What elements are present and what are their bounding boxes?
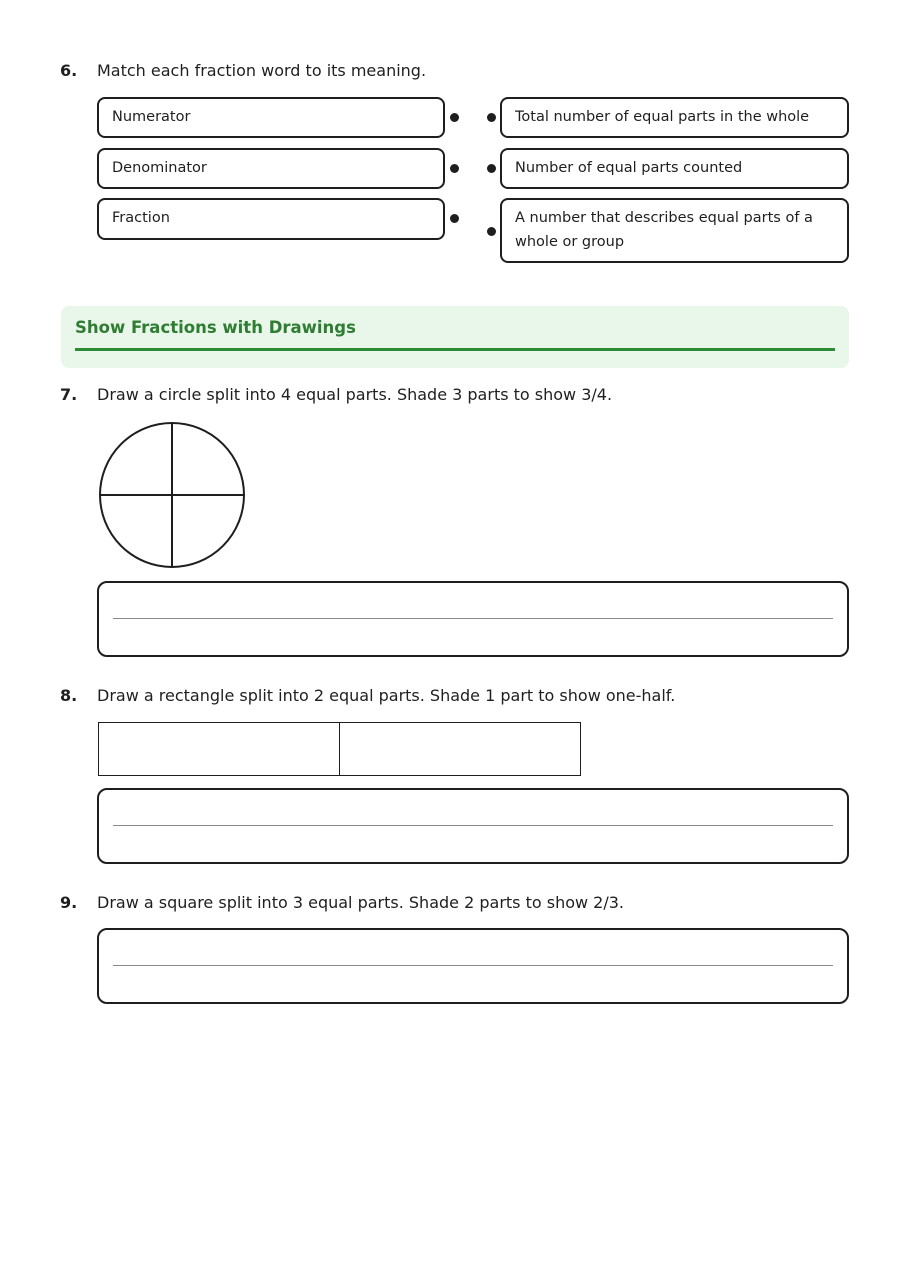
rectangle-part-2[interactable] [339, 722, 581, 776]
match-meaning-label: Total number of equal parts in the whole [515, 109, 810, 125]
section-banner [61, 306, 849, 368]
answer-box-8[interactable] [97, 788, 849, 864]
match-meaning-1[interactable] [500, 97, 849, 138]
section-title: Show Fractions with Drawings [75, 318, 356, 337]
question-prompt-6: Match each fraction word to its meaning. [97, 61, 427, 80]
match-meaning-2[interactable] [500, 148, 849, 189]
section-divider [75, 348, 835, 351]
match-term-numerator[interactable] [97, 97, 445, 138]
match-meaning-label: A number that describes equal parts of a whole or group [515, 210, 813, 250]
answer-line [113, 825, 833, 826]
match-term-label: Denominator [112, 160, 207, 176]
question-number-9: 9. [60, 893, 78, 912]
answer-box-9[interactable] [97, 928, 849, 1004]
match-dot-left-1[interactable] [450, 113, 459, 122]
match-term-label: Fraction [112, 210, 170, 226]
match-meaning-3[interactable] [500, 198, 849, 263]
match-dot-left-2[interactable] [450, 164, 459, 173]
circle-quarters-drawing[interactable] [97, 421, 247, 571]
question-prompt-8: Draw a rectangle split into 2 equal parts. Shade 1 part to show one-half. [97, 686, 676, 705]
match-term-fraction[interactable] [97, 198, 445, 240]
match-meaning-label: Number of equal parts counted [515, 160, 743, 176]
question-prompt-7: Draw a circle split into 4 equal parts. Shade 3 parts to show 3/4. [97, 385, 613, 404]
match-term-label: Numerator [112, 109, 191, 125]
answer-line [113, 965, 833, 966]
match-dot-right-3[interactable] [487, 227, 496, 236]
question-prompt-9: Draw a square split into 3 equal parts. Shade 2 parts to show 2/3. [97, 893, 625, 912]
question-number-8: 8. [60, 686, 78, 705]
question-number-7: 7. [60, 385, 78, 404]
match-dot-left-3[interactable] [450, 214, 459, 223]
match-term-denominator[interactable] [97, 148, 445, 189]
answer-box-7[interactable] [97, 581, 849, 657]
match-dot-right-2[interactable] [487, 164, 496, 173]
rectangle-part-1[interactable] [98, 722, 340, 776]
question-number-6: 6. [60, 61, 78, 80]
answer-line [113, 618, 833, 619]
match-dot-right-1[interactable] [487, 113, 496, 122]
